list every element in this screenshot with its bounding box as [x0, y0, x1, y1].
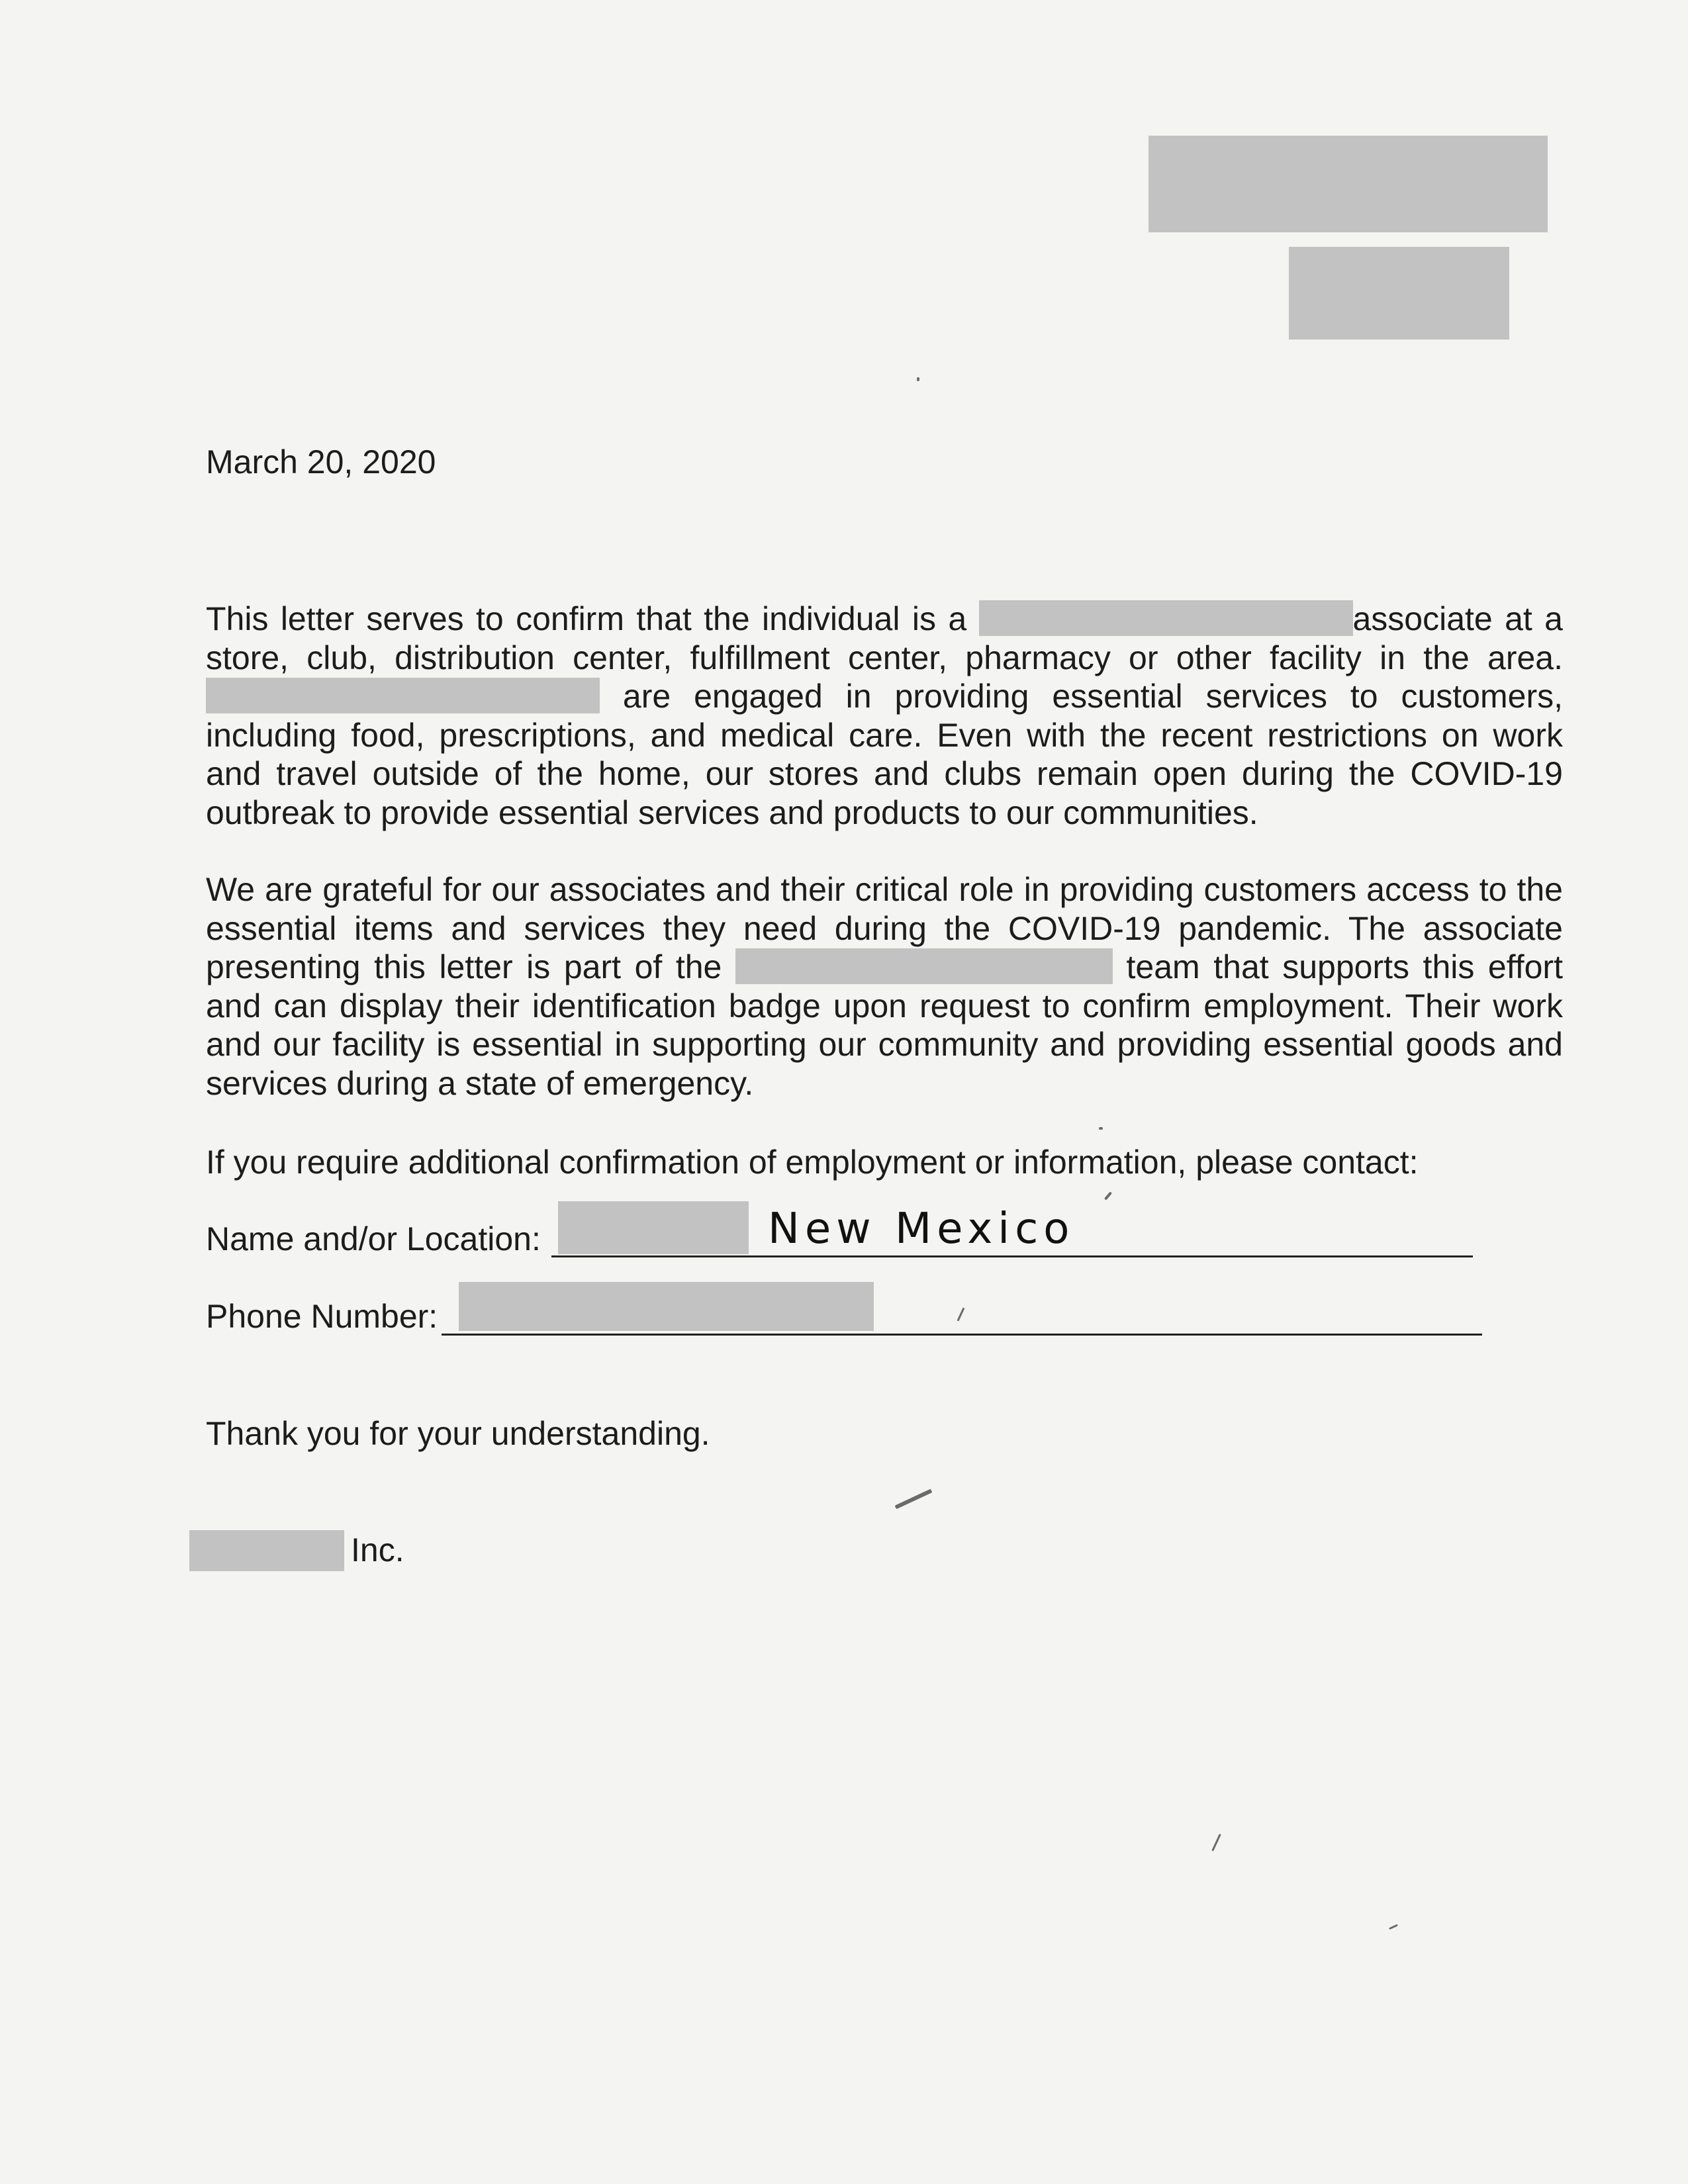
phone-number-label: Phone Number: — [206, 1298, 438, 1335]
scan-mark — [1211, 1834, 1221, 1852]
scan-mark — [917, 377, 919, 381]
paragraph-1 — [206, 600, 1563, 832]
paragraph-1-text-a: This letter serves to confirm that the individual is a — [206, 600, 979, 637]
redacted-phone-number — [459, 1282, 874, 1331]
paragraph-2 — [206, 870, 1563, 1103]
name-location-label: Name and/or Location: — [206, 1220, 541, 1257]
scan-mark — [1104, 1191, 1112, 1200]
name-location-underline — [551, 1255, 1473, 1257]
paragraph-1-text-b: associate at a store, club, distribution center, fulfillment center, pharmacy or other facility in the area. — [206, 600, 1563, 676]
paragraph-2-text-a: We are grateful for our associates and their critical role in providing customers access to the essential items and services they need during the COVID-19 pandemic. The associate presenting this letter is part of the — [206, 871, 1563, 985]
contact-request: If you require additional confirmation of employment or information, please contact: — [206, 1144, 1419, 1181]
scan-mark — [1389, 1924, 1398, 1930]
scan-mark — [895, 1489, 933, 1510]
redacted-company-name — [979, 600, 1353, 636]
paragraph-1-text-c: are engaged in providing essential services to customers, including food, prescriptions, and medical care. Even with the recent restrictions on work and travel outside of the home, our stores and clubs remain open during the COVID-19 outbreak to provide essential services and products to our communities. — [206, 678, 1563, 831]
scan-mark — [957, 1307, 964, 1321]
letter-date: March 20, 2020 — [206, 443, 436, 480]
redacted-company-name — [735, 948, 1113, 984]
redacted-company-signature — [189, 1530, 344, 1571]
name-location-handwritten: New Mexico — [768, 1205, 1075, 1253]
redacted-letterhead-top — [1149, 136, 1548, 232]
redacted-letterhead-bottom — [1289, 247, 1509, 340]
company-suffix: Inc. — [351, 1531, 404, 1569]
redacted-company-name — [206, 678, 600, 713]
paragraph-2-text-b: team that supports this effort and can display their identification badge upon request to confirm employment. Their work and our facility is essential in supporting our community and providing essential goods and services during a state of emergency. — [206, 948, 1563, 1102]
redacted-name — [558, 1201, 749, 1254]
closing-line: Thank you for your understanding. — [206, 1415, 710, 1452]
scan-mark — [1099, 1127, 1103, 1130]
phone-number-underline — [442, 1334, 1482, 1336]
